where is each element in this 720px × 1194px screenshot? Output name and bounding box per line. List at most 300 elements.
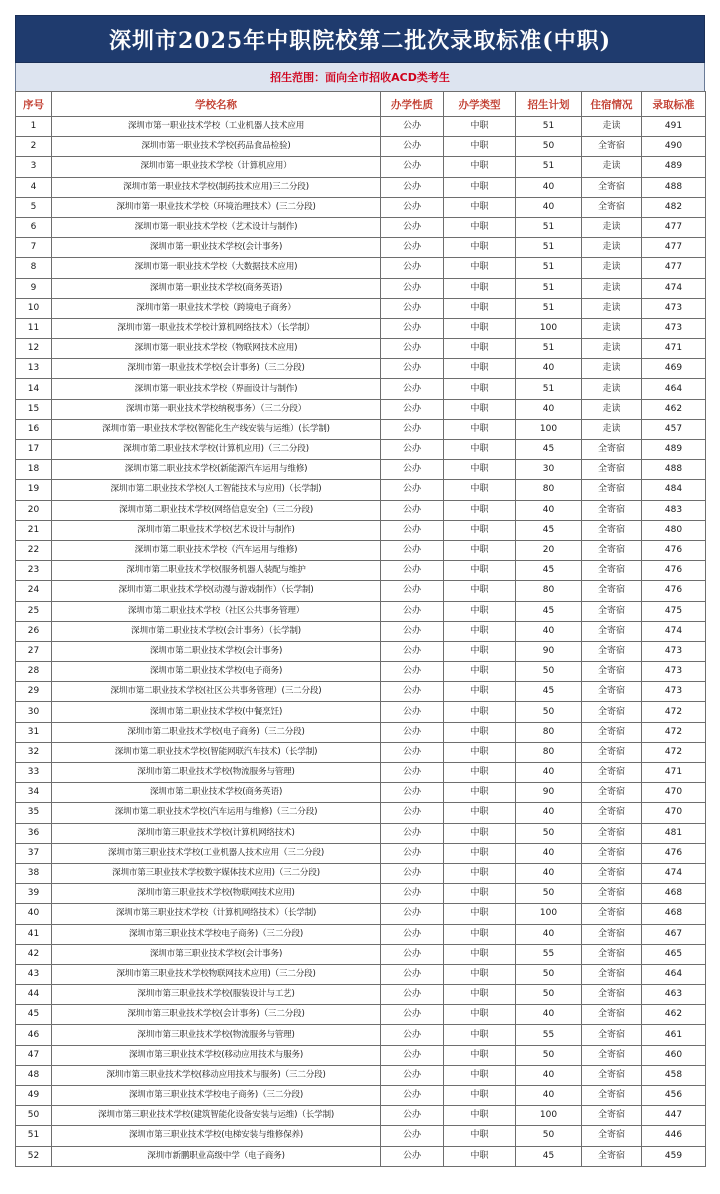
cell-nature: 公办 xyxy=(381,318,444,338)
cell-lodging: 全寄宿 xyxy=(582,561,642,581)
cell-score: 476 xyxy=(642,540,706,560)
cell-no: 2 xyxy=(16,137,52,157)
cell-nature: 公办 xyxy=(381,480,444,500)
cell-score: 461 xyxy=(642,1025,706,1045)
cell-school-name: 深圳市第二职业技术学校(物流服务与管理) xyxy=(52,763,381,783)
table-row xyxy=(16,843,706,863)
cell-lodging: 走读 xyxy=(582,379,642,399)
cell-plan: 80 xyxy=(516,742,582,762)
cell-lodging: 全寄宿 xyxy=(582,540,642,560)
cell-lodging: 全寄宿 xyxy=(582,1025,642,1045)
table-row xyxy=(16,1106,706,1126)
cell-school-name: 深圳市第一职业技术学校(药品食品检验) xyxy=(52,137,381,157)
cell-nature: 公办 xyxy=(381,964,444,984)
cell-type: 中职 xyxy=(444,823,516,843)
table-row xyxy=(16,157,706,177)
cell-score: 489 xyxy=(642,440,706,460)
cell-school-name: 深圳市第三职业技术学校(计算机网络技术) xyxy=(52,823,381,843)
table-row xyxy=(16,964,706,984)
cell-plan: 55 xyxy=(516,944,582,964)
table-row xyxy=(16,298,706,318)
cell-score: 462 xyxy=(642,1005,706,1025)
cell-plan: 80 xyxy=(516,722,582,742)
cell-nature: 公办 xyxy=(381,520,444,540)
cell-nature: 公办 xyxy=(381,944,444,964)
cell-type: 中职 xyxy=(444,863,516,883)
cell-nature: 公办 xyxy=(381,722,444,742)
cell-lodging: 全寄宿 xyxy=(582,520,642,540)
cell-type: 中职 xyxy=(444,621,516,641)
cell-no: 49 xyxy=(16,1086,52,1106)
cell-type: 中职 xyxy=(444,419,516,439)
cell-no: 6 xyxy=(16,217,52,237)
cell-score: 473 xyxy=(642,662,706,682)
cell-lodging: 全寄宿 xyxy=(582,500,642,520)
cell-score: 472 xyxy=(642,722,706,742)
table-row xyxy=(16,682,706,702)
cell-score: 484 xyxy=(642,480,706,500)
table-row xyxy=(16,278,706,298)
cell-plan: 50 xyxy=(516,884,582,904)
cell-no: 37 xyxy=(16,843,52,863)
cell-nature: 公办 xyxy=(381,702,444,722)
cell-school-name: 深圳市第二职业技术学校(网络信息安全)（三二分段) xyxy=(52,500,381,520)
table-row xyxy=(16,884,706,904)
cell-score: 475 xyxy=(642,601,706,621)
cell-lodging: 全寄宿 xyxy=(582,763,642,783)
cell-no: 3 xyxy=(16,157,52,177)
table-row xyxy=(16,783,706,803)
cell-school-name: 深圳市第三职业技术学校(工业机器人技术应用（三二分段) xyxy=(52,843,381,863)
cell-type: 中职 xyxy=(444,742,516,762)
cell-plan: 45 xyxy=(516,601,582,621)
cell-no: 42 xyxy=(16,944,52,964)
table-row xyxy=(16,944,706,964)
cell-nature: 公办 xyxy=(381,1005,444,1025)
cell-type: 中职 xyxy=(444,662,516,682)
cell-nature: 公办 xyxy=(381,197,444,217)
cell-score: 473 xyxy=(642,298,706,318)
table-header-row xyxy=(16,92,706,117)
cell-plan: 40 xyxy=(516,177,582,197)
cell-score: 474 xyxy=(642,278,706,298)
cell-type: 中职 xyxy=(444,137,516,157)
cell-plan: 51 xyxy=(516,258,582,278)
cell-school-name: 深圳市第三职业技术学校物联网技术应用)（三二分段) xyxy=(52,964,381,984)
cell-school-name: 深圳市第二职业技术学校(社区公共事务管理）(三二分段) xyxy=(52,682,381,702)
cell-type: 中职 xyxy=(444,1106,516,1126)
cell-lodging: 全寄宿 xyxy=(582,480,642,500)
cell-plan: 51 xyxy=(516,339,582,359)
cell-school-name: 深圳市第三职业技术学校(移动应用技术与服务)（三二分段) xyxy=(52,1065,381,1085)
cell-type: 中职 xyxy=(444,581,516,601)
cell-school-name: 深圳市第三职业技术学校（计算机网络技术）（长学制) xyxy=(52,904,381,924)
cell-type: 中职 xyxy=(444,763,516,783)
cell-lodging: 全寄宿 xyxy=(582,1065,642,1085)
cell-school-name: 深圳市第二职业技术学校(智能网联汽车技术)（长学制) xyxy=(52,742,381,762)
cell-no: 5 xyxy=(16,197,52,217)
cell-no: 12 xyxy=(16,339,52,359)
cell-score: 460 xyxy=(642,1045,706,1065)
table-row xyxy=(16,763,706,783)
table-row xyxy=(16,742,706,762)
cell-plan: 50 xyxy=(516,964,582,984)
cell-nature: 公办 xyxy=(381,581,444,601)
cell-score: 480 xyxy=(642,520,706,540)
admission-sheet xyxy=(15,15,705,1167)
cell-plan: 40 xyxy=(516,843,582,863)
cell-lodging: 全寄宿 xyxy=(582,440,642,460)
cell-school-name: 深圳市第二职业技术学校(电子商务) xyxy=(52,662,381,682)
cell-nature: 公办 xyxy=(381,137,444,157)
table-row xyxy=(16,339,706,359)
cell-school-name: 深圳市第一职业技术学校(会计事务)（三二分段) xyxy=(52,359,381,379)
cell-no: 39 xyxy=(16,884,52,904)
cell-plan: 51 xyxy=(516,238,582,258)
cell-lodging: 全寄宿 xyxy=(582,601,642,621)
cell-type: 中职 xyxy=(444,399,516,419)
cell-type: 中职 xyxy=(444,1005,516,1025)
cell-plan: 40 xyxy=(516,1065,582,1085)
cell-nature: 公办 xyxy=(381,1045,444,1065)
table-row xyxy=(16,1146,706,1166)
table-row xyxy=(16,1045,706,1065)
cell-nature: 公办 xyxy=(381,217,444,237)
cell-plan: 55 xyxy=(516,1025,582,1045)
cell-type: 中职 xyxy=(444,157,516,177)
cell-type: 中职 xyxy=(444,1065,516,1085)
cell-score: 471 xyxy=(642,339,706,359)
cell-plan: 40 xyxy=(516,399,582,419)
cell-type: 中职 xyxy=(444,217,516,237)
table-row xyxy=(16,238,706,258)
cell-nature: 公办 xyxy=(381,1025,444,1045)
cell-plan: 40 xyxy=(516,763,582,783)
cell-lodging: 全寄宿 xyxy=(582,823,642,843)
cell-school-name: 深圳市第二职业技术学校（社区公共事务管理） xyxy=(52,601,381,621)
cell-nature: 公办 xyxy=(381,924,444,944)
table-row xyxy=(16,117,706,137)
cell-type: 中职 xyxy=(444,197,516,217)
cell-score: 473 xyxy=(642,682,706,702)
admission-table xyxy=(15,91,706,1167)
cell-nature: 公办 xyxy=(381,177,444,197)
cell-lodging: 走读 xyxy=(582,217,642,237)
cell-no: 44 xyxy=(16,985,52,1005)
cell-type: 中职 xyxy=(444,803,516,823)
cell-nature: 公办 xyxy=(381,904,444,924)
cell-score: 459 xyxy=(642,1146,706,1166)
cell-plan: 40 xyxy=(516,197,582,217)
cell-plan: 40 xyxy=(516,924,582,944)
cell-nature: 公办 xyxy=(381,641,444,661)
enrollment-scope-banner: 招生范围：面向全市招收ACD类考生 xyxy=(15,63,705,91)
cell-school-name: 深圳市第一职业技术学校(商务英语) xyxy=(52,278,381,298)
cell-school-name: 深圳市第一职业技术学校（物联网技术应用) xyxy=(52,339,381,359)
cell-type: 中职 xyxy=(444,944,516,964)
table-row xyxy=(16,379,706,399)
cell-no: 51 xyxy=(16,1126,52,1146)
header-no: 序号 xyxy=(16,92,52,117)
table-row xyxy=(16,702,706,722)
cell-type: 中职 xyxy=(444,1045,516,1065)
cell-nature: 公办 xyxy=(381,742,444,762)
table-row xyxy=(16,359,706,379)
cell-school-name: 深圳市第二职业技术学校(会计事务) xyxy=(52,641,381,661)
cell-school-name: 深圳市第二职业技术学校(汽车运用与维修)（三二分段) xyxy=(52,803,381,823)
cell-plan: 45 xyxy=(516,520,582,540)
cell-school-name: 深圳市第二职业技术学校(艺术设计与制作) xyxy=(52,520,381,540)
cell-plan: 100 xyxy=(516,1106,582,1126)
cell-type: 中职 xyxy=(444,641,516,661)
header-nature: 办学性质 xyxy=(381,92,444,117)
cell-nature: 公办 xyxy=(381,1065,444,1085)
table-row xyxy=(16,1065,706,1085)
table-row xyxy=(16,177,706,197)
cell-nature: 公办 xyxy=(381,621,444,641)
table-row xyxy=(16,924,706,944)
cell-no: 16 xyxy=(16,419,52,439)
cell-nature: 公办 xyxy=(381,540,444,560)
cell-score: 488 xyxy=(642,460,706,480)
cell-score: 462 xyxy=(642,399,706,419)
cell-plan: 50 xyxy=(516,985,582,1005)
table-row xyxy=(16,601,706,621)
cell-nature: 公办 xyxy=(381,298,444,318)
cell-school-name: 深圳市第一职业技术学校（计算机应用） xyxy=(52,157,381,177)
cell-score: 471 xyxy=(642,763,706,783)
cell-nature: 公办 xyxy=(381,339,444,359)
table-row xyxy=(16,1086,706,1106)
cell-type: 中职 xyxy=(444,1126,516,1146)
cell-school-name: 深圳市第一职业技术学校纳税事务）（三二分段） xyxy=(52,399,381,419)
cell-lodging: 全寄宿 xyxy=(582,1126,642,1146)
cell-nature: 公办 xyxy=(381,1126,444,1146)
cell-score: 490 xyxy=(642,137,706,157)
cell-type: 中职 xyxy=(444,964,516,984)
cell-nature: 公办 xyxy=(381,884,444,904)
cell-lodging: 全寄宿 xyxy=(582,702,642,722)
cell-no: 21 xyxy=(16,520,52,540)
cell-lodging: 全寄宿 xyxy=(582,1106,642,1126)
cell-score: 467 xyxy=(642,924,706,944)
cell-no: 47 xyxy=(16,1045,52,1065)
table-row xyxy=(16,1126,706,1146)
cell-nature: 公办 xyxy=(381,117,444,137)
table-row xyxy=(16,419,706,439)
cell-no: 25 xyxy=(16,601,52,621)
cell-plan: 40 xyxy=(516,803,582,823)
table-row xyxy=(16,440,706,460)
cell-lodging: 全寄宿 xyxy=(582,641,642,661)
cell-no: 34 xyxy=(16,783,52,803)
cell-score: 491 xyxy=(642,117,706,137)
table-row xyxy=(16,137,706,157)
cell-no: 18 xyxy=(16,460,52,480)
cell-lodging: 全寄宿 xyxy=(582,944,642,964)
cell-type: 中职 xyxy=(444,440,516,460)
cell-lodging: 全寄宿 xyxy=(582,985,642,1005)
cell-no: 8 xyxy=(16,258,52,278)
cell-type: 中职 xyxy=(444,904,516,924)
table-row xyxy=(16,641,706,661)
cell-score: 463 xyxy=(642,985,706,1005)
cell-lodging: 全寄宿 xyxy=(582,682,642,702)
cell-lodging: 全寄宿 xyxy=(582,1086,642,1106)
cell-plan: 50 xyxy=(516,823,582,843)
cell-no: 14 xyxy=(16,379,52,399)
cell-no: 17 xyxy=(16,440,52,460)
cell-lodging: 全寄宿 xyxy=(582,1045,642,1065)
cell-school-name: 深圳市第三职业技术学校(移动应用技术与服务) xyxy=(52,1045,381,1065)
cell-lodging: 全寄宿 xyxy=(582,621,642,641)
table-row xyxy=(16,399,706,419)
cell-no: 13 xyxy=(16,359,52,379)
cell-type: 中职 xyxy=(444,985,516,1005)
cell-type: 中职 xyxy=(444,117,516,137)
cell-plan: 51 xyxy=(516,379,582,399)
cell-nature: 公办 xyxy=(381,601,444,621)
cell-lodging: 全寄宿 xyxy=(582,197,642,217)
cell-plan: 50 xyxy=(516,702,582,722)
cell-lodging: 全寄宿 xyxy=(582,884,642,904)
cell-plan: 45 xyxy=(516,682,582,702)
cell-plan: 50 xyxy=(516,137,582,157)
cell-score: 470 xyxy=(642,803,706,823)
cell-nature: 公办 xyxy=(381,1106,444,1126)
cell-score: 477 xyxy=(642,217,706,237)
cell-plan: 30 xyxy=(516,460,582,480)
cell-plan: 45 xyxy=(516,1146,582,1166)
table-row xyxy=(16,722,706,742)
cell-type: 中职 xyxy=(444,339,516,359)
table-row xyxy=(16,621,706,641)
table-row xyxy=(16,500,706,520)
table-row xyxy=(16,803,706,823)
cell-nature: 公办 xyxy=(381,500,444,520)
cell-lodging: 全寄宿 xyxy=(582,1005,642,1025)
cell-score: 476 xyxy=(642,581,706,601)
cell-score: 446 xyxy=(642,1126,706,1146)
cell-no: 30 xyxy=(16,702,52,722)
cell-no: 29 xyxy=(16,682,52,702)
cell-type: 中职 xyxy=(444,783,516,803)
cell-type: 中职 xyxy=(444,601,516,621)
cell-lodging: 走读 xyxy=(582,339,642,359)
cell-type: 中职 xyxy=(444,924,516,944)
cell-no: 31 xyxy=(16,722,52,742)
header-type: 办学类型 xyxy=(444,92,516,117)
cell-score: 472 xyxy=(642,702,706,722)
cell-school-name: 深圳市第二职业技术学校(商务英语) xyxy=(52,783,381,803)
cell-type: 中职 xyxy=(444,177,516,197)
cell-plan: 40 xyxy=(516,1086,582,1106)
cell-nature: 公办 xyxy=(381,682,444,702)
cell-plan: 51 xyxy=(516,298,582,318)
cell-nature: 公办 xyxy=(381,561,444,581)
cell-lodging: 走读 xyxy=(582,258,642,278)
cell-school-name: 深圳市第二职业技术学校(计算机应用)（三二分段) xyxy=(52,440,381,460)
table-row xyxy=(16,217,706,237)
cell-plan: 100 xyxy=(516,318,582,338)
cell-no: 4 xyxy=(16,177,52,197)
cell-school-name: 深圳市第一职业技术学校（大数据技术应用) xyxy=(52,258,381,278)
cell-lodging: 全寄宿 xyxy=(582,803,642,823)
cell-lodging: 走读 xyxy=(582,359,642,379)
cell-school-name: 深圳市第一职业技术学校(制药技术应用)三二分段) xyxy=(52,177,381,197)
cell-type: 中职 xyxy=(444,238,516,258)
cell-score: 472 xyxy=(642,742,706,762)
cell-lodging: 走读 xyxy=(582,238,642,258)
cell-lodging: 全寄宿 xyxy=(582,904,642,924)
cell-score: 457 xyxy=(642,419,706,439)
cell-school-name: 深圳市第三职业技术学校电子商务)（三二分段) xyxy=(52,924,381,944)
cell-lodging: 全寄宿 xyxy=(582,742,642,762)
table-row xyxy=(16,662,706,682)
cell-nature: 公办 xyxy=(381,379,444,399)
header-lodging: 住宿情况 xyxy=(582,92,642,117)
cell-plan: 40 xyxy=(516,863,582,883)
cell-lodging: 全寄宿 xyxy=(582,1146,642,1166)
cell-no: 10 xyxy=(16,298,52,318)
cell-no: 26 xyxy=(16,621,52,641)
cell-lodging: 全寄宿 xyxy=(582,722,642,742)
cell-plan: 50 xyxy=(516,1126,582,1146)
cell-lodging: 走读 xyxy=(582,298,642,318)
cell-plan: 51 xyxy=(516,278,582,298)
cell-school-name: 深圳市第二职业技术学校（汽车运用与维修) xyxy=(52,540,381,560)
cell-lodging: 全寄宿 xyxy=(582,924,642,944)
cell-school-name: 深圳市第三职业技术学校(建筑智能化设备安装与运维)（长学制) xyxy=(52,1106,381,1126)
cell-score: 477 xyxy=(642,258,706,278)
cell-nature: 公办 xyxy=(381,763,444,783)
cell-lodging: 全寄宿 xyxy=(582,863,642,883)
cell-type: 中职 xyxy=(444,682,516,702)
cell-type: 中职 xyxy=(444,884,516,904)
cell-school-name: 深圳市第三职业技术学校(会计事务) xyxy=(52,944,381,964)
cell-nature: 公办 xyxy=(381,823,444,843)
cell-score: 489 xyxy=(642,157,706,177)
cell-type: 中职 xyxy=(444,843,516,863)
cell-nature: 公办 xyxy=(381,460,444,480)
table-body xyxy=(16,117,706,1167)
table-row xyxy=(16,520,706,540)
cell-type: 中职 xyxy=(444,480,516,500)
cell-no: 45 xyxy=(16,1005,52,1025)
cell-school-name: 深圳市第三职业技术学校(电梯安装与维修保养) xyxy=(52,1126,381,1146)
cell-nature: 公办 xyxy=(381,985,444,1005)
table-row xyxy=(16,480,706,500)
cell-plan: 40 xyxy=(516,621,582,641)
cell-plan: 51 xyxy=(516,117,582,137)
cell-school-name: 深圳市第一职业技术学校（界面设计与制作) xyxy=(52,379,381,399)
cell-plan: 51 xyxy=(516,157,582,177)
cell-score: 476 xyxy=(642,561,706,581)
cell-no: 9 xyxy=(16,278,52,298)
cell-no: 40 xyxy=(16,904,52,924)
cell-no: 36 xyxy=(16,823,52,843)
cell-plan: 40 xyxy=(516,359,582,379)
cell-score: 468 xyxy=(642,884,706,904)
cell-nature: 公办 xyxy=(381,662,444,682)
cell-score: 477 xyxy=(642,238,706,258)
cell-score: 474 xyxy=(642,621,706,641)
cell-lodging: 全寄宿 xyxy=(582,581,642,601)
cell-no: 19 xyxy=(16,480,52,500)
cell-no: 50 xyxy=(16,1106,52,1126)
cell-no: 23 xyxy=(16,561,52,581)
cell-school-name: 深圳市第一职业技术学校计算机网络技术）（长学制） xyxy=(52,318,381,338)
